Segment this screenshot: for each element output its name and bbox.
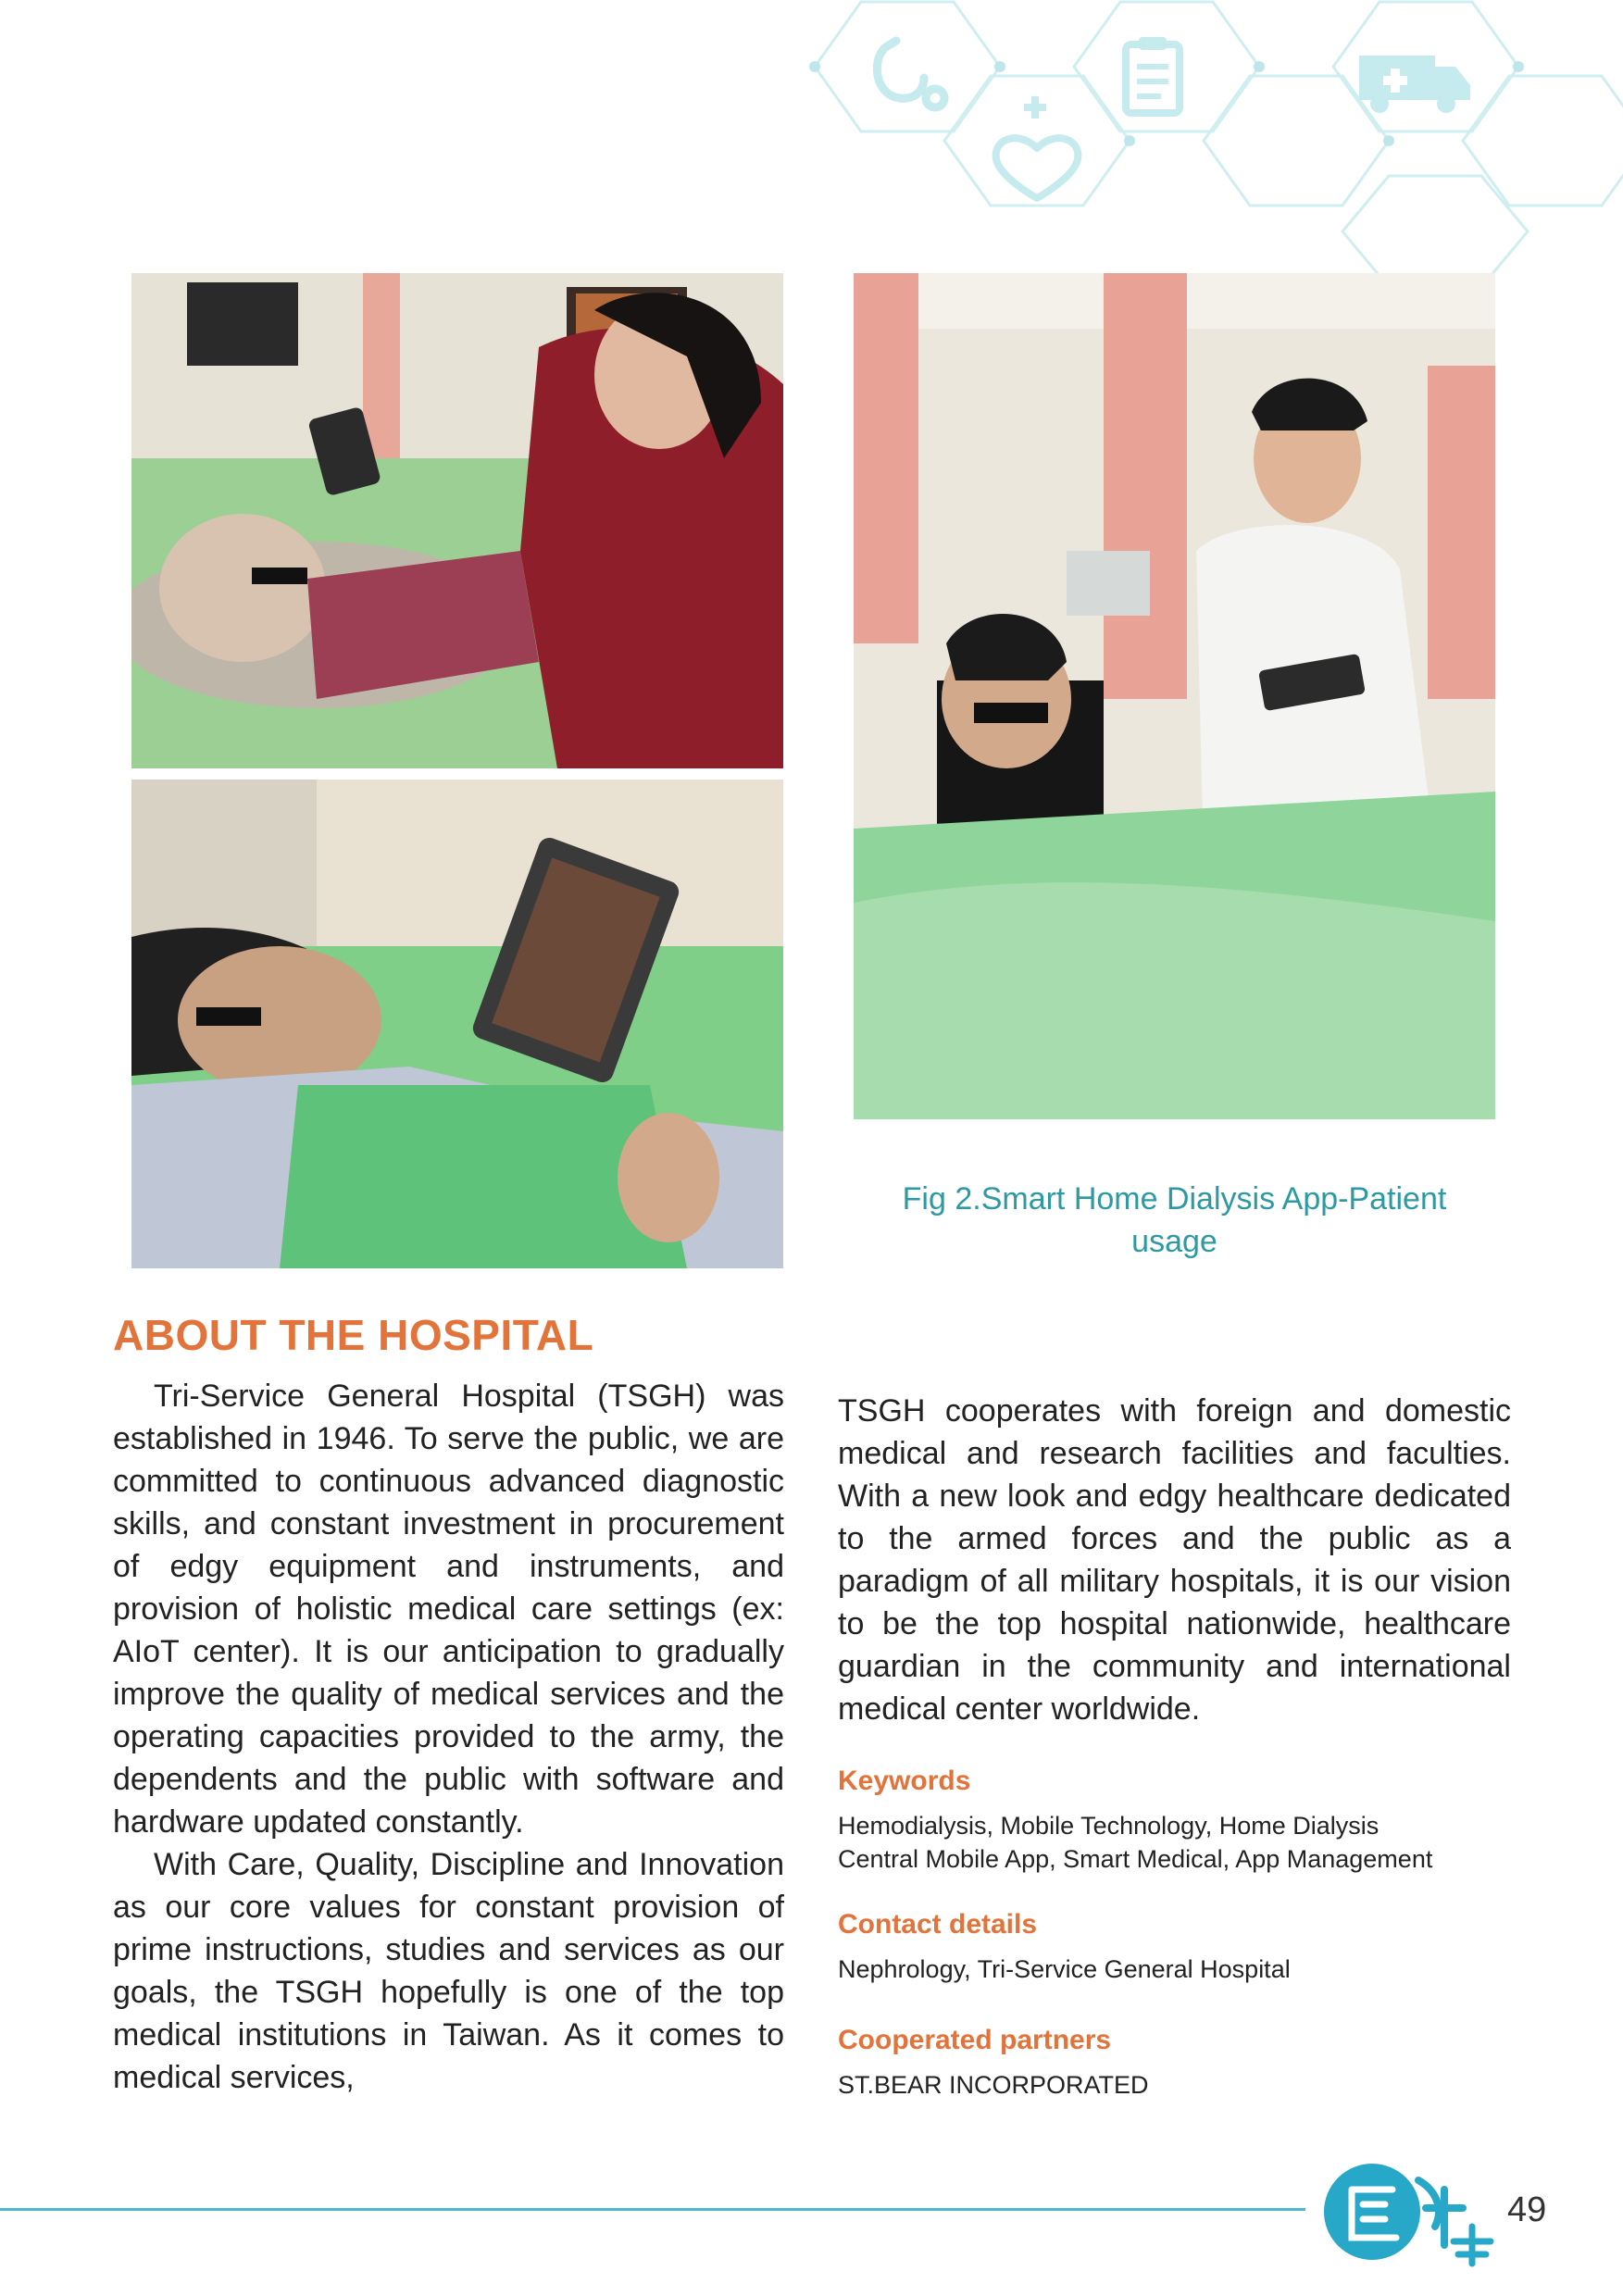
section-title: ABOUT THE HOSPITAL xyxy=(113,1311,594,1359)
stethoscope-icon xyxy=(877,41,944,107)
figure-caption xyxy=(854,1178,1495,1263)
contact-label: Contact details xyxy=(838,1909,1038,1940)
brand-logo xyxy=(1315,2152,1500,2273)
about-left-column xyxy=(113,1375,784,2099)
page-number: 49 xyxy=(1507,2190,1547,2229)
keywords-line-1: Hemodialysis, Mobile Technology, Home Dialysis xyxy=(838,1812,1380,1840)
partners-text: ST.BEAR INCORPORATED xyxy=(838,2071,1149,2099)
about-paragraph-2: With Care, Quality, Discipline and Innovation as our core values for constant provision of prime instructions, studies and services as our goals, the TSGH hopefully is one of the top medical institutions in Taiwan. As it comes to medical services, xyxy=(113,1847,784,2095)
hexagon-header-decoration xyxy=(787,0,1623,278)
photo-nurse-showing-phone xyxy=(131,273,783,768)
ambulance-icon xyxy=(1359,56,1470,113)
keywords-line-2: Central Mobile App, Smart Medical, App Management xyxy=(838,1845,1433,1873)
clipboard-icon xyxy=(1126,37,1180,113)
photo-doctor-with-patient xyxy=(854,273,1495,1119)
photo-patient-with-tablet xyxy=(131,780,783,1268)
about-paragraph-3: TSGH cooperates with foreign and domestic medical and research facilities and faculties. With a new look and edgy healthcare dedicated to the armed forces and the public as a paradigm of all military hospitals, it is our vision to be the top hospital nationwide, healthcare guardian in the community and international medical center worldwide. xyxy=(838,1393,1511,1727)
keywords-label: Keywords xyxy=(838,1766,971,1796)
caption-line-2: usage xyxy=(1131,1224,1217,1259)
about-paragraph-1: Tri-Service General Hospital (TSGH) was established in 1946. To serve the public, we are committed to continuous advanced diagnostic skills, and constant investment in procurement of edgy equipment and instruments, and provision of holistic medical care settings (ex: AIoT center). It is our anticipation to gradually improve the quality of medical services and the operating capacities provided to the army, the dependents and the public with software and hardware updated constantly. xyxy=(113,1379,784,1840)
keywords-block xyxy=(838,1763,1511,1876)
contact-text: Nephrology, Tri-Service General Hospital xyxy=(838,1955,1291,1983)
about-right-column xyxy=(838,1390,1511,1730)
contact-block xyxy=(838,1906,1511,1986)
partners-block xyxy=(838,2022,1511,2102)
partners-label: Cooperated partners xyxy=(838,2025,1112,2055)
caption-line-1: Fig 2.Smart Home Dialysis App-Patient xyxy=(902,1181,1447,1217)
footer-divider xyxy=(0,2208,1305,2211)
keywords-text xyxy=(838,1809,1511,1876)
heart-handshake-icon xyxy=(996,96,1079,198)
